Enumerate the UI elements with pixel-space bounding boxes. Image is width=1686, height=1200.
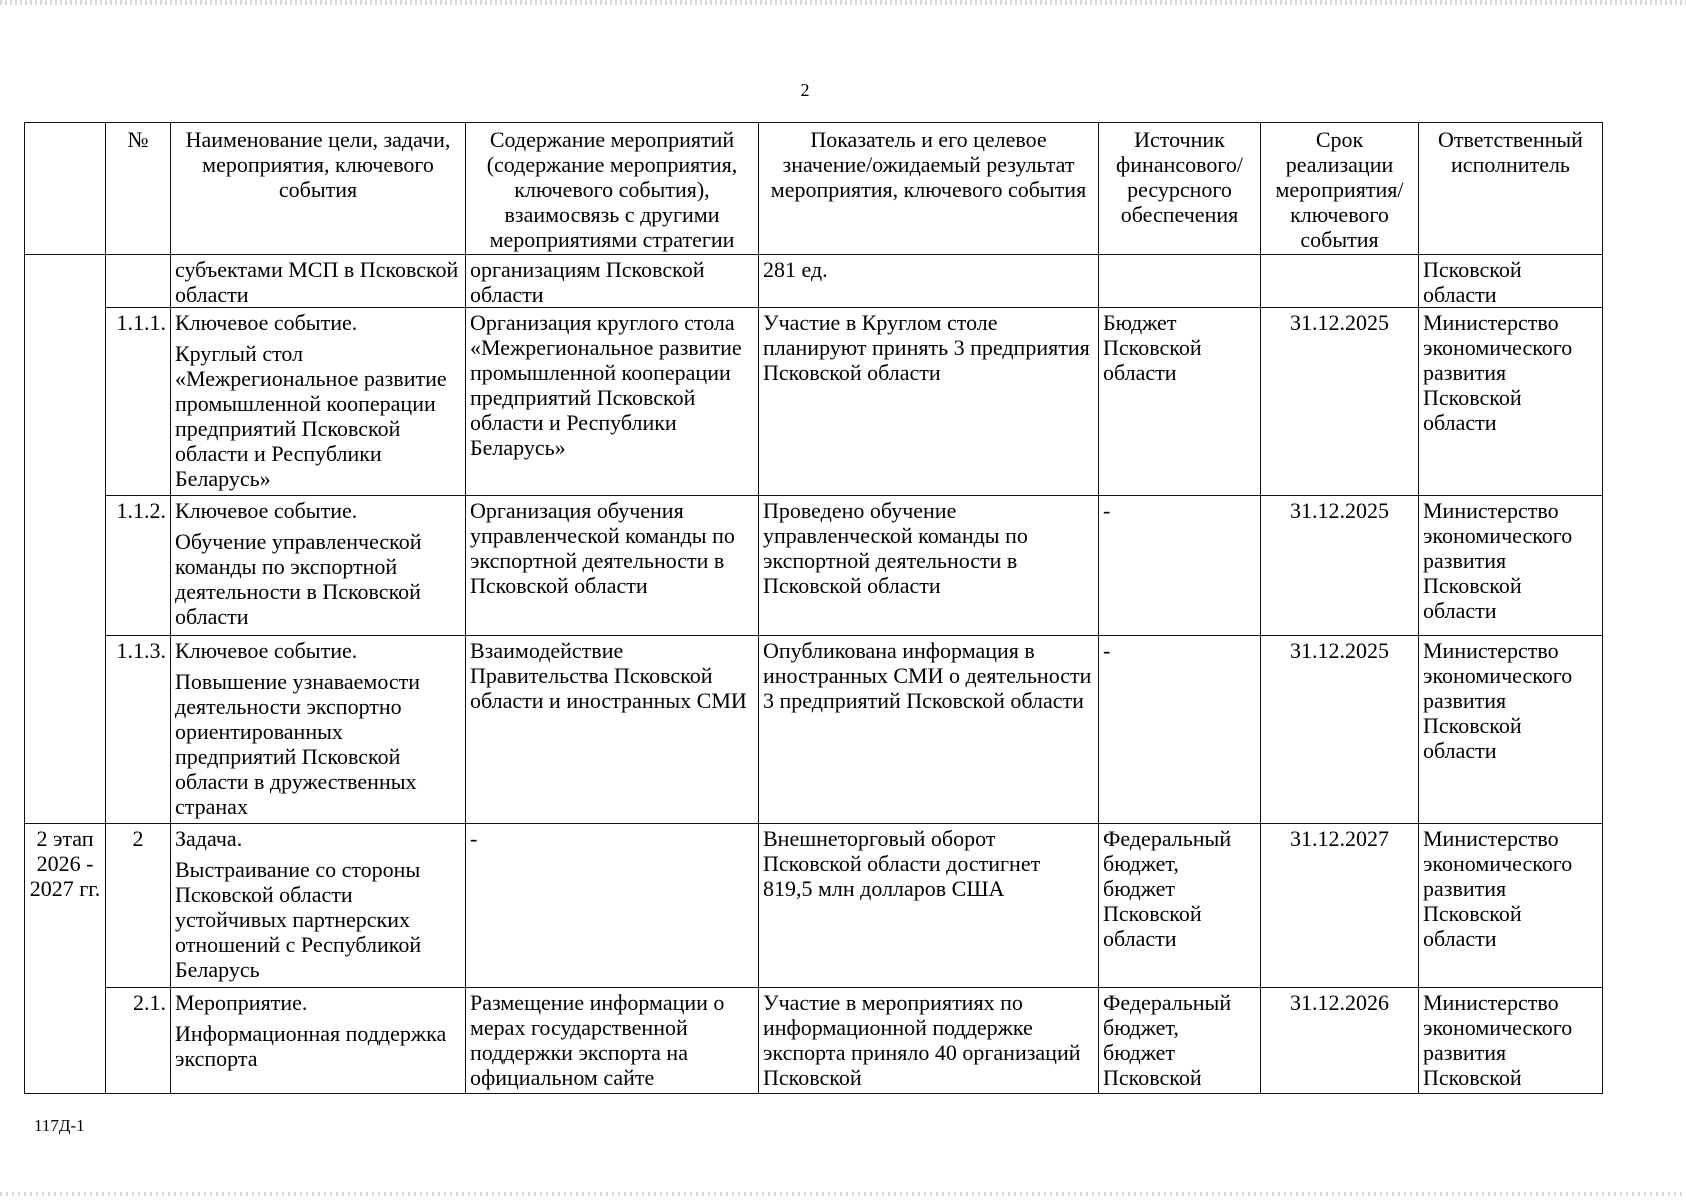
table-row [25,308,1603,496]
term-cell: 31.12.2025 [1261,308,1419,496]
number-cell: 2.1. [106,988,171,1094]
stage-cell: 2 этап 2026 - 2027 гг. [25,824,106,988]
name-text: Выстраивание со стороны Псковской области устойчивых партнерских отношений с Республикой Беларусь [175,857,422,982]
content-cell: Организация круглого стола «Межрегиональное развитие промышленной кооперации предприятий Псковской области и Республики Беларусь» [466,308,759,496]
name-cell [171,988,466,1094]
name-text: Круглый стол «Межрегиональное развитие промышленной кооперации предприятий Псковской области и Республики Беларусь» [175,341,447,491]
table-row [25,988,1603,1094]
term-cell [1261,255,1419,308]
indicator-cell: Внешнеторговый оборот Псковской области достигнет 819,5 млн долларов США [759,824,1099,988]
document-code: 117Д-1 [34,1116,85,1135]
header-responsible: Ответственный исполнитель [1419,123,1603,255]
name-cell [171,496,466,636]
header-source: Источник финансового/ ресурсного обеспечения [1099,123,1261,255]
stage-cell [25,308,106,496]
term-cell: 31.12.2025 [1261,496,1419,636]
source-cell: Федеральный бюджет, бюджет Псковской области [1099,824,1261,988]
number-cell: 2 [106,824,171,988]
source-cell: - [1099,496,1261,636]
number-cell: 1.1.3. [106,636,171,824]
table-row [25,824,1603,988]
indicator-cell: Участие в Круглом столе планируют принять 3 предприятия Псковской области [759,308,1099,496]
responsible-cell: Министерство экономического развития Псковской области [1419,636,1603,824]
stage-cell [25,255,106,308]
strategy-measures-table [24,122,1603,1094]
header-name: Наименование цели, задачи, мероприятия, ключевого события [171,123,466,255]
table-row [25,255,1603,308]
name-lead: Ключевое событие. [175,638,358,663]
scan-edge-bottom [0,1192,1686,1196]
responsible-cell: Псковской области [1419,255,1603,308]
number-cell [106,255,171,308]
source-cell: - [1099,636,1261,824]
scan-edge-top [0,0,1686,5]
header-indicator: Показатель и его целевое значение/ожидаемый результат мероприятия, ключевого события [759,123,1099,255]
responsible-cell: Министерство экономического развития Псковской [1419,988,1603,1094]
indicator-cell: 281 ед. [759,255,1099,308]
header-row [25,123,1603,255]
page-number: 2 [800,80,810,100]
content-cell: Организация обучения управленческой команды по экспортной деятельности в Псковской области [466,496,759,636]
number-cell: 1.1.2. [106,496,171,636]
name-lead: Задача. [175,826,243,851]
indicator-cell: Участие в мероприятиях по информационной поддержке экспорта приняло 40 организаций Псковской [759,988,1099,1094]
name-text: субъектами МСП в Псковской области [175,257,459,307]
content-cell: организациям Псковской области [466,255,759,308]
responsible-cell: Министерство экономического развития Псковской области [1419,308,1603,496]
name-lead: Мероприятие. [175,990,308,1015]
term-cell: 31.12.2025 [1261,636,1419,824]
header-number: № [106,123,171,255]
stage-cell [25,496,106,636]
name-cell [171,255,466,308]
name-text: Обучение управленческой команды по экспортной деятельности в Псковской области [175,529,422,629]
responsible-cell: Министерство экономического развития Псковской области [1419,496,1603,636]
table-row [25,496,1603,636]
table-row [25,636,1603,824]
indicator-cell: Опубликована информация в иностранных СМИ о деятельности 3 предприятий Псковской области [759,636,1099,824]
content-cell: Размещение информации о мерах государственной поддержки экспорта на официальном сайте [466,988,759,1094]
responsible-cell: Министерство экономического развития Псковской области [1419,824,1603,988]
name-text: Информационная поддержка экспорта [175,1021,447,1071]
content-cell: Взаимодействие Правительства Псковской области и иностранных СМИ [466,636,759,824]
name-lead: Ключевое событие. [175,310,358,335]
source-cell: Федеральный бюджет, бюджет Псковской [1099,988,1261,1094]
source-cell [1099,255,1261,308]
header-content: Содержание мероприятий (содержание мероприятия, ключевого события), взаимосвязь с другими мероприятиями стратегии [466,123,759,255]
term-cell: 31.12.2026 [1261,988,1419,1094]
header-stage [25,123,106,255]
header-term: Срок реализации мероприятия/ ключевого события [1261,123,1419,255]
number-cell: 1.1.1. [106,308,171,496]
stage-cell [25,988,106,1094]
term-cell: 31.12.2027 [1261,824,1419,988]
name-cell [171,636,466,824]
stage-cell [25,636,106,824]
name-text: Повышение узнаваемости деятельности экспортно ориентированных предприятий Псковской области в дружественных странах [175,669,421,819]
content-cell: - [466,824,759,988]
name-lead: Ключевое событие. [175,498,358,523]
indicator-cell: Проведено обучение управленческой команды по экспортной деятельности в Псковской области [759,496,1099,636]
source-cell: Бюджет Псковской области [1099,308,1261,496]
name-cell [171,824,466,988]
name-cell [171,308,466,496]
